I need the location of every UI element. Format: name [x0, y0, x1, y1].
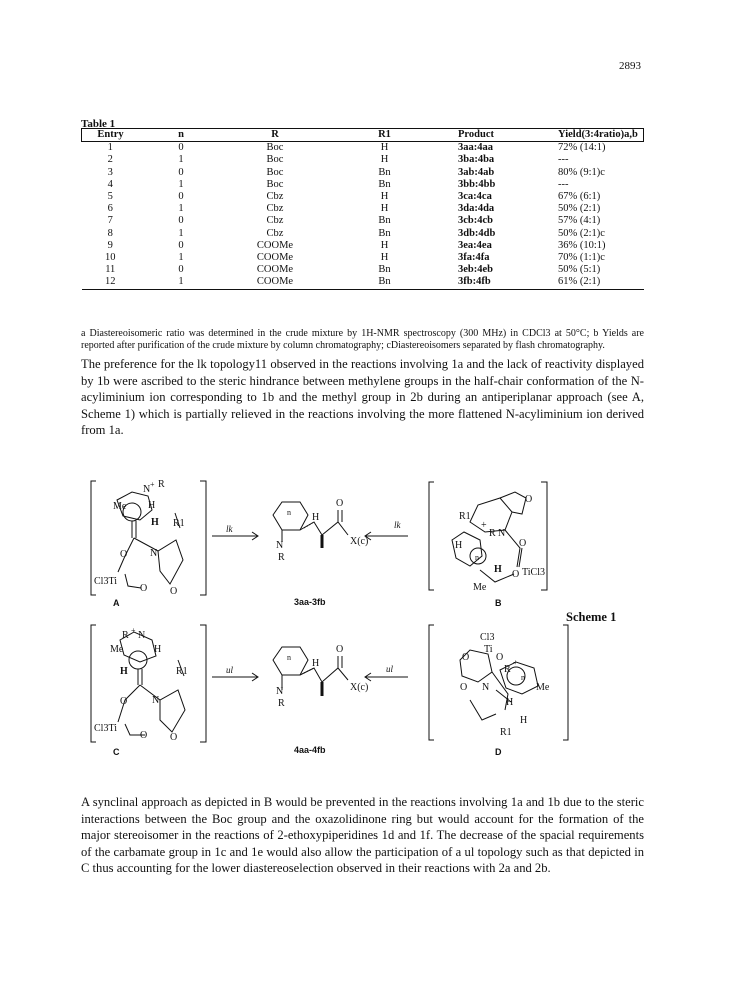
svg-text:Me: Me — [113, 501, 127, 512]
cell-product: 3da:4da — [458, 203, 495, 215]
col-header-product: Product — [442, 129, 550, 142]
svg-text:N: N — [138, 630, 146, 641]
cell-product: 3ab:4ab — [458, 166, 495, 178]
svg-text:H: H — [151, 517, 159, 528]
svg-text:Me: Me — [473, 582, 487, 593]
arrow-label-ul-left: ul — [226, 665, 234, 675]
structure-label-c: C — [113, 747, 120, 757]
svg-text:N: N — [152, 695, 160, 706]
cell-product: 3ca:4ca — [458, 191, 492, 203]
table-label: Table 1 — [81, 118, 116, 130]
svg-text:R1: R1 — [500, 727, 512, 738]
cell-r: Cbz — [266, 203, 284, 215]
svg-text:+: + — [481, 520, 487, 531]
cell-r: COOMe — [256, 239, 294, 251]
svg-text:O: O — [120, 549, 128, 560]
cell-entry: 9 — [107, 239, 113, 251]
cell-entry: 6 — [107, 203, 113, 215]
col-header-entry: Entry — [82, 129, 140, 142]
svg-text:O: O — [140, 730, 148, 741]
svg-text:N: N — [276, 540, 284, 551]
cell-n: 0 — [178, 191, 184, 203]
product-label-bottom: 4aa-4fb — [294, 745, 326, 755]
svg-text:+: + — [131, 626, 136, 635]
cell-r: Boc — [266, 166, 284, 178]
page-number: 2893 — [619, 60, 641, 72]
cell-product: 3bb:4bb — [458, 178, 496, 190]
svg-text:O: O — [512, 569, 520, 580]
structure-label-b: B — [495, 598, 502, 608]
cell-n: 0 — [178, 264, 184, 276]
cell-entry: 5 — [107, 191, 113, 203]
cell-product: 3fa:4fa — [458, 252, 490, 264]
svg-text:Ti: Ti — [484, 644, 493, 655]
svg-text:H: H — [506, 697, 514, 708]
svg-text:R: R — [504, 664, 511, 675]
svg-text:O: O — [170, 732, 178, 743]
col-header-n: n — [139, 129, 223, 142]
svg-text:H: H — [520, 715, 528, 726]
svg-text:O: O — [120, 696, 128, 707]
svg-text:H: H — [312, 512, 320, 523]
cell-entry: 7 — [107, 215, 113, 227]
svg-text:Cl3Ti: Cl3Ti — [94, 576, 117, 587]
cell-r: COOMe — [223, 276, 327, 289]
structure-label-a: A — [113, 598, 120, 608]
cell-yield: 67% (6:1) — [558, 191, 601, 203]
cell-r1: Bn — [378, 166, 391, 178]
cell-r1: Bn — [378, 178, 391, 190]
cell-n: 0 — [178, 166, 184, 178]
cell-r1: H — [380, 252, 389, 264]
svg-text:H: H — [154, 644, 162, 655]
product-label-top: 3aa-3fb — [294, 597, 326, 607]
cell-n: 1 — [178, 203, 184, 215]
cell-product: 3cb:4cb — [458, 215, 493, 227]
col-header-yield: Yield(3:4ratio)a,b — [550, 129, 644, 142]
cell-n: 1 — [178, 154, 184, 166]
svg-text:+: + — [513, 658, 518, 667]
cell-r: Boc — [266, 142, 284, 154]
svg-text:N: N — [482, 682, 490, 693]
cell-entry: 2 — [107, 154, 113, 166]
cell-r1: H — [380, 142, 389, 154]
svg-text:R1: R1 — [176, 666, 188, 677]
cell-yield: 61% (2:1) — [550, 276, 644, 289]
cell-r: Cbz — [266, 215, 284, 227]
svg-text:n: n — [521, 673, 525, 682]
cell-yield: 72% (14:1) — [558, 142, 606, 154]
svg-text:TiCl3: TiCl3 — [522, 567, 545, 578]
svg-text:O: O — [460, 682, 468, 693]
svg-text:n: n — [287, 653, 291, 662]
cell-n: 0 — [178, 239, 184, 251]
cell-r1: Bn — [378, 264, 391, 276]
cell-yield: --- — [558, 178, 569, 190]
cell-r1: H — [380, 191, 389, 203]
cell-yield: 50% (2:1)c — [558, 227, 605, 239]
svg-text:H: H — [455, 540, 463, 551]
arrow-label-lk-left: lk — [226, 524, 233, 534]
cell-r: Boc — [266, 154, 284, 166]
svg-text:O: O — [525, 494, 533, 505]
svg-text:O: O — [462, 652, 470, 663]
cell-yield: 70% (1:1)c — [558, 252, 605, 264]
structure-label-d: D — [495, 747, 502, 757]
svg-text:O: O — [170, 586, 178, 597]
cell-yield: 50% (2:1) — [558, 203, 601, 215]
cell-product: 3ea:4ea — [458, 239, 492, 251]
svg-text:H: H — [312, 658, 320, 669]
svg-text:O: O — [140, 583, 148, 594]
svg-text:n: n — [475, 553, 479, 562]
svg-text:R: R — [122, 630, 129, 641]
svg-text:X(c): X(c) — [350, 682, 369, 693]
svg-text:n: n — [287, 508, 291, 517]
svg-text:X(c): X(c) — [350, 536, 369, 547]
cell-product: 3aa:4aa — [458, 142, 493, 154]
cell-r1: Bn — [378, 215, 391, 227]
cell-product: 3ba:4ba — [458, 154, 495, 166]
cell-entry: 10 — [105, 252, 116, 264]
svg-text:Cl3Ti: Cl3Ti — [94, 723, 117, 734]
svg-text:R1: R1 — [173, 518, 185, 529]
paragraph-2: A synclinal approach as depicted in B would be prevented in the reactions involving 1a and 1b due to the steric interactions between the Boc group and the oxazolidinone ring but would account for the formation of the major stereoisomer in the reactions of 2-ethoxypiperidines 1d and 1f. The decrease of the spacial requirements of the carbamate group in 1c and 1e would also allow the participation of a ul topology such as that depicted in C thus accounting for the lower diastereoselection observed in their reactions with 2a and 2b. — [81, 795, 644, 875]
svg-text:N: N — [143, 484, 151, 495]
cell-entry: 3 — [107, 166, 113, 178]
cell-n: 1 — [178, 227, 184, 239]
svg-text:Me: Me — [536, 682, 550, 693]
svg-text:N: N — [150, 548, 158, 559]
cell-n: 0 — [178, 142, 184, 154]
cell-n: 1 — [178, 178, 184, 190]
cell-r: Boc — [266, 178, 284, 190]
cell-entry: 11 — [105, 264, 116, 276]
cell-r: Cbz — [266, 191, 284, 203]
cell-yield: --- — [558, 154, 569, 166]
col-header-r1: R1 — [327, 129, 442, 142]
svg-text:R: R — [278, 698, 285, 709]
svg-text:O: O — [336, 498, 344, 509]
cell-product: 3db:4db — [458, 227, 496, 239]
arrow-label-lk-right: lk — [394, 520, 401, 530]
svg-text:O: O — [496, 652, 504, 663]
cell-r1: H — [380, 203, 389, 215]
cell-entry: 1 — [107, 142, 113, 154]
cell-yield: 36% (10:1) — [558, 239, 606, 251]
col-header-r: R — [223, 129, 327, 142]
cell-n: 0 — [178, 215, 184, 227]
svg-text:N: N — [498, 528, 506, 539]
svg-text:H: H — [148, 500, 156, 511]
svg-text:R: R — [489, 528, 496, 539]
scheme-label: Scheme 1 — [566, 610, 617, 624]
cell-product: 3eb:4eb — [458, 264, 493, 276]
svg-text:O: O — [519, 538, 527, 549]
svg-text:H: H — [120, 666, 128, 677]
arrow-label-ul-right: ul — [386, 664, 394, 674]
cell-yield: 50% (5:1) — [558, 264, 601, 276]
table-footnote: a Diastereoisomeric ratio was determined in the crude mixture by 1H-NMR spectroscopy (300 MHz) in CDCl3 at 50°C; b Yields are reported after purification of the crude mixture by column chromatography; cDiastereoisomers separated by flash chromatography. — [81, 328, 644, 352]
cell-r: Cbz — [266, 227, 284, 239]
cell-n: 1 — [139, 276, 223, 289]
svg-text:H: H — [494, 564, 502, 575]
cell-entry: 4 — [107, 178, 113, 190]
svg-text:O: O — [336, 644, 344, 655]
svg-text:R1: R1 — [459, 511, 471, 522]
cell-entry: 12 — [82, 276, 140, 289]
cell-n: 1 — [178, 252, 184, 264]
cell-r1: Bn — [378, 227, 391, 239]
svg-text:Cl3: Cl3 — [480, 632, 495, 643]
cell-entry: 8 — [107, 227, 113, 239]
cell-yield: 80% (9:1)c — [558, 166, 605, 178]
cell-product: 3fb:4fb — [442, 276, 550, 289]
paragraph-1: The preference for the lk topology11 observed in the reactions involving 1a and the lack of reactivity displayed by 1b were ascribed to the steric hindrance between methylene groups in the half-chair conformation of the N-acyliminium ion corresponding to 1b and the methyl group in 2b during an antiperiplanar approach (see A, Scheme 1) which is partially relieved in the reactions involving the more flattened N-acyliminium ion derived from 1a. — [81, 357, 644, 437]
svg-text:R: R — [158, 479, 165, 490]
cell-r: COOMe — [256, 252, 294, 264]
cell-r1: Bn — [327, 276, 442, 289]
svg-text:R: R — [278, 552, 285, 563]
cell-r: COOMe — [256, 264, 294, 276]
svg-text:N: N — [276, 686, 284, 697]
cell-r1: H — [380, 154, 389, 166]
svg-text:Me: Me — [110, 644, 124, 655]
cell-yield: 57% (4:1) — [558, 215, 601, 227]
svg-text:+: + — [150, 480, 155, 489]
cell-r1: H — [380, 239, 389, 251]
